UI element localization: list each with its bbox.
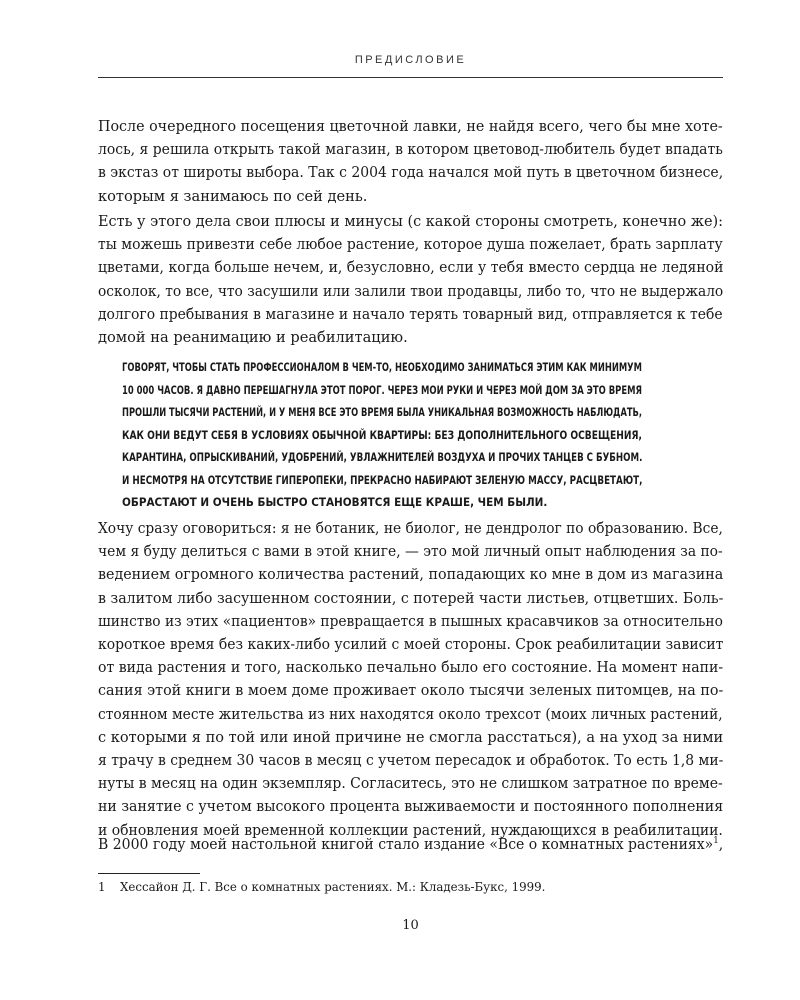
text-line: в залитом либо засушенном состоянии, с потерей части листьев, отцветших. Боль- — [98, 589, 724, 607]
text-line: шинство из этих «пациентов» превращается в пышных красавчиков за относительно — [98, 612, 723, 630]
text-line: короткое время без каких-либо усилий с моей стороны. Срок реабилитации зависит — [98, 636, 724, 654]
text-line: нуты в месяц на один экземпляр. Согласитесь, это не слишком затратное по време- — [98, 775, 723, 793]
callout-line: ГОВОРЯТ, ЧТОБЫ СТАТЬ ПРОФЕССИОНАЛОМ В ЧЕМ-ТО, НЕОБХОДИМО ЗАНИМАТЬСЯ ЭТИМ КАК МИНИМУМ — [122, 360, 642, 374]
text-line: и обновления моей временной коллекции растений, нуждающихся в реабилитации. — [98, 821, 723, 839]
footnote-text: Хессайон Д. Г. Все о комнатных растениях. М.: Кладезь-Букс, 1999. — [120, 880, 546, 894]
text-line: долгого пребывания в магазине и начало терять товарный вид, отправляется к тебе — [98, 305, 723, 323]
text-line: Хочу сразу оговориться: я не ботаник, не биолог, не дендролог по образованию. Все, — [98, 520, 723, 537]
page-number: 10 — [402, 918, 419, 933]
text-line: в экстаз от широты выбора. Так с 2004 года начался мой путь в цветочном бизнесе, — [98, 164, 724, 182]
text-line: сания этой книги в моем доме проживает около тысячи зеленых питомцев, на по- — [98, 682, 724, 700]
callout-line: КАРАНТИНА, ОПРЫСКИВАНИЙ, УДОБРЕНИЙ, УВЛАЖНИТЕЛЕЙ ВОЗДУХА И ПРОЧИХ ТАНЦЕВ С БУБНОМ. — [122, 450, 643, 464]
text-line: После очередного посещения цветочной лавки, не найдя всего, чего бы мне хоте- — [98, 118, 723, 135]
callout-line: КАК ОНИ ВЕДУТ СЕБЯ В УСЛОВИЯХ ОБЫЧНОЙ КВАРТИРЫ: БЕЗ ДОПОЛНИТЕЛЬНОГО ОСВЕЩЕНИЯ, — [122, 427, 643, 442]
text-line: осколок, то все, что засушили или залили твои продавцы, либо то, что не выдержало — [98, 282, 724, 300]
running-head-title: ПРЕДИСЛОВИЕ — [354, 54, 467, 66]
footnote-divider — [98, 873, 200, 874]
text-line: чем я буду делиться с вами в этой книге, — это мой личный опыт наблюдения за по- — [98, 543, 723, 561]
text-line: стоянном месте жительства из них находятся около трехсот (моих личных растений, — [98, 705, 723, 723]
paragraph-4 — [98, 833, 723, 856]
text-line: от вида растения и того, насколько печально было его состояние. На момент напи- — [98, 659, 724, 677]
text-line: с которыми я по той или иной причине не смогла расстаться), а на уход за ними — [98, 728, 724, 746]
header-divider — [98, 77, 723, 78]
paragraph-2 — [98, 210, 723, 349]
text-line: Есть у этого дела свои плюсы и минусы (с какой стороны смотреть, конечно же): — [98, 213, 724, 230]
text-line: я трачу в среднем 30 часов в месяц с учетом пересадок и обработок. То есть 1,8 ми- — [98, 752, 724, 770]
callout-line: И НЕСМОТРЯ НА ОТСУТСТВИЕ ГИПЕРОПЕКИ, ПРЕКРАСНО НАБИРАЮТ ЗЕЛЕНУЮ МАССУ, РАСЦВЕТАЮТ, — [122, 472, 643, 487]
callout-line: ОБРАСТАЮТ И ОЧЕНЬ БЫСТРО СТАНОВЯТСЯ ЕЩЕ КРАШЕ, ЧЕМ БЫЛИ. — [122, 495, 548, 509]
paragraph-4-text: В 2000 году моей настольной книгой стало издание «Все о комнатных растениях» — [98, 836, 714, 853]
text-line: цветами, когда больше нечем, и, безусловно, если у тебя вместо сердца не ледяной — [98, 259, 724, 277]
text-line — [98, 833, 724, 856]
text-line: домой на реанимацию и реабилитацию. — [98, 329, 408, 347]
paragraph-3 — [98, 517, 723, 842]
paragraph-4-trailing: , — [718, 836, 724, 853]
callout-line: 10 000 ЧАСОВ. Я ДАВНО ПЕРЕШАГНУЛА ЭТОТ ПОРОГ. ЧЕРЕЗ МОИ РУКИ И ЧЕРЕЗ МОЙ ДОМ ЗА ЭТО ВРЕМЯ — [122, 382, 642, 397]
text-line: ни занятие с учетом высокого процента выживаемости и постоянного пополнения — [98, 798, 724, 816]
footnote — [98, 879, 723, 895]
text-line: лось, я решила открыть такой магазин, в котором цветовод-любитель будет впадать — [98, 141, 723, 159]
callout-quote — [122, 356, 642, 514]
text-line: ведением огромного количества растений, попадающих ко мне в дом из магазина — [98, 566, 724, 584]
callout-line: ПРОШЛИ ТЫСЯЧИ РАСТЕНИЙ, И У МЕНЯ ВСЕ ЭТО ВРЕМЯ БЫЛА УНИКАЛЬНАЯ ВОЗМОЖНОСТЬ НАБЛЮДАТЬ, — [122, 405, 643, 419]
paragraph-1 — [98, 115, 723, 208]
text-line: которым я занимаюсь по сей день. — [98, 187, 368, 205]
footnote-reference[interactable]: 1 — [713, 836, 719, 847]
text-line: ты можешь привезти себе любое растение, которое душа пожелает, брать зарплату — [98, 236, 723, 254]
footnote-number: 1 — [98, 880, 106, 894]
